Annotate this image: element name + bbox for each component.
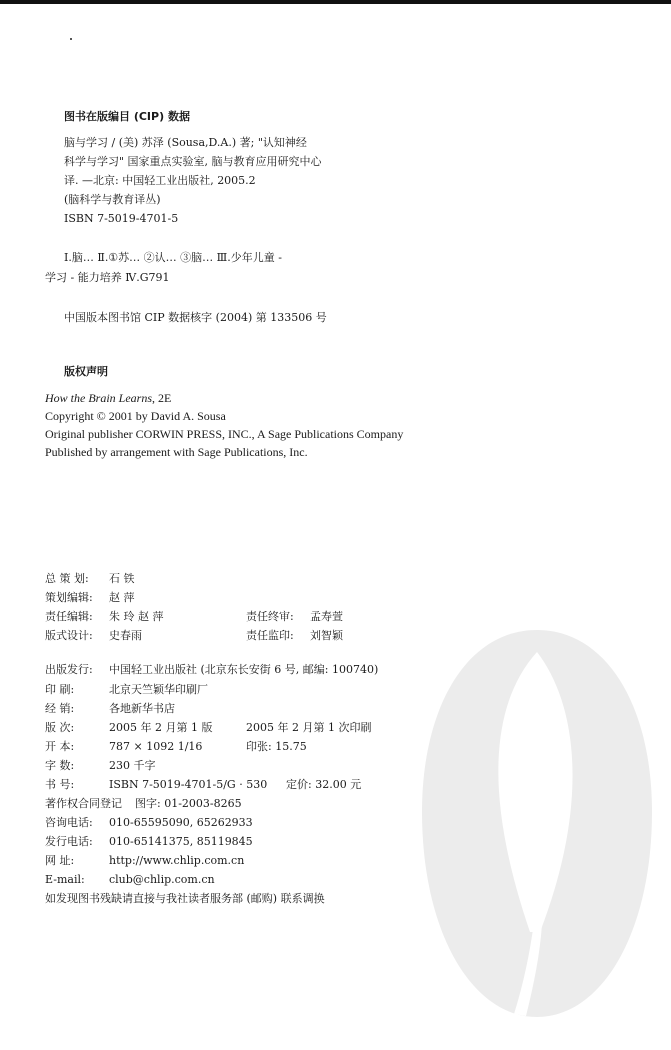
value-printing: 2005 年 2 月第 1 次印刷: [246, 721, 372, 734]
value-word-count: 230 千字: [109, 759, 156, 772]
label-sales-phone: 发行电话:: [45, 835, 93, 848]
value-distributor: 各地新华书店: [109, 702, 175, 715]
scan-top-edge: [0, 0, 671, 4]
cip-line: 科学与学习" 国家重点实验室, 脑与教育应用研究中心: [64, 155, 322, 168]
value-chief-planner: 石 铁: [109, 572, 135, 585]
replacement-notice: 如发现图书残缺请直接与我社读者服务部 (邮购) 联系调换: [45, 892, 325, 905]
label-printer: 印 刷:: [45, 683, 75, 696]
publisher-logo-watermark: [412, 612, 662, 1032]
cip-classification: 学习 - 能力培养 Ⅳ.G791: [45, 271, 170, 284]
label-inquiry-phone: 咨询电话:: [45, 816, 93, 829]
value-inquiry-phone: 010-65595090, 65262933: [109, 816, 253, 829]
original-title-edition: , 2E: [152, 391, 172, 405]
value-print-sheets: 印张: 15.75: [246, 740, 307, 753]
label-copyright-contract: 著作权合同登记: [45, 797, 122, 810]
cip-line: (脑科学与教育译丛): [64, 193, 161, 206]
value-print-supervisor: 刘智颖: [310, 629, 343, 642]
value-final-review: 孟寿萱: [310, 610, 343, 623]
label-chief-planner: 总 策 划:: [45, 572, 89, 585]
value-responsible-editor: 朱 玲 赵 萍: [109, 610, 164, 623]
cip-data-number: 中国版本图书馆 CIP 数据核字 (2004) 第 133506 号: [64, 311, 327, 324]
label-website: 网 址:: [45, 854, 75, 867]
value-sales-phone: 010-65141375, 85119845: [109, 835, 253, 848]
value-layout-design: 史春雨: [109, 629, 142, 642]
value-edition: 2005 年 2 月第 1 版: [109, 721, 213, 734]
label-word-count: 字 数:: [45, 759, 75, 772]
arrangement-line: Published by arrangement with Sage Publications, Inc.: [45, 445, 308, 459]
value-publisher: 中国轻工业出版社 (北京东长安街 6 号, 邮编: 100740): [109, 663, 379, 676]
value-website: http://www.chlip.com.cn: [109, 854, 245, 867]
label-format: 开 本:: [45, 740, 75, 753]
value-email: club@chlip.com.cn: [109, 873, 215, 886]
scan-speck: [70, 38, 72, 40]
value-planning-editor: 赵 萍: [109, 591, 135, 604]
value-format: 787 × 1092 1/16: [109, 740, 203, 753]
value-book-number: ISBN 7-5019-4701-5/G · 530: [109, 778, 268, 791]
label-distributor: 经 销:: [45, 702, 75, 715]
value-price: 定价: 32.00 元: [286, 778, 362, 791]
label-layout-design: 版式设计:: [45, 629, 93, 642]
copyright-heading: 版权声明: [64, 365, 108, 378]
copyright-line: Copyright © 2001 by David A. Sousa: [45, 409, 226, 423]
cip-classification: Ⅰ.脑… Ⅱ.①苏… ②认… ③脑… Ⅲ.少年儿童 -: [64, 251, 282, 264]
label-email: E-mail:: [45, 873, 85, 886]
original-title-text: How the Brain Learns: [45, 391, 153, 405]
original-title: [45, 391, 171, 405]
label-final-review: 责任终审:: [246, 610, 294, 623]
value-printer: 北京天竺颖华印刷厂: [109, 683, 208, 696]
label-planning-editor: 策划编辑:: [45, 591, 93, 604]
label-edition: 版 次:: [45, 721, 75, 734]
value-copyright-contract: 图字: 01-2003-8265: [135, 797, 242, 810]
cip-line: 脑与学习 / (美) 苏泽 (Sousa,D.A.) 著; "认知神经: [64, 136, 307, 149]
label-book-number: 书 号:: [45, 778, 75, 791]
label-print-supervisor: 责任监印:: [246, 629, 294, 642]
cip-heading: 图书在版编目 (CIP) 数据: [64, 110, 190, 123]
label-responsible-editor: 责任编辑:: [45, 610, 93, 623]
cip-isbn: ISBN 7-5019-4701-5: [64, 212, 179, 225]
original-publisher-line: Original publisher CORWIN PRESS, INC., A Sage Publications Company: [45, 427, 404, 441]
cip-line: 译. —北京: 中国轻工业出版社, 2005.2: [64, 174, 256, 187]
label-publisher: 出版发行:: [45, 663, 93, 676]
